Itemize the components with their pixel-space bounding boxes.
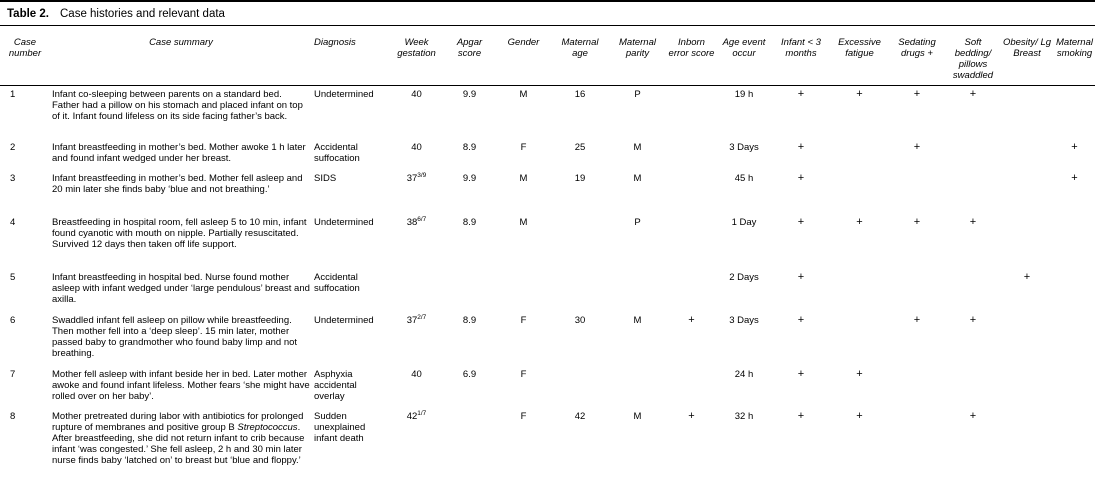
week-gestation: $37^{2/7}$ [406, 313, 427, 326]
maternal-parity: P [634, 89, 641, 100]
sedating-drugs: + [913, 313, 921, 326]
header-maternal-age: Maternal age [551, 33, 609, 86]
infant-under-3-months: + [797, 140, 805, 153]
case-summary: Mother fell asleep with infant beside her in bed. Later mother awoke and found infant lifeless. Mother fears ‘she might have rolled over on her baby’. [52, 368, 310, 402]
sedating-drugs: + [913, 88, 921, 100]
maternal-age: 25 [574, 141, 586, 153]
maternal-smoking: + [1071, 140, 1078, 153]
obesity-breast [1000, 139, 1054, 170]
diagnosis: Accidental suffocation [314, 141, 360, 164]
table-title: Case histories and relevant data [60, 8, 225, 20]
case-summary: Infant co-sleeping between parents on a standard bed. Father had a pillow on his stomach and placed infant on top of it. Infant found lifeless on its side facing father’s back. [52, 89, 303, 122]
age-event: 19 h [734, 89, 754, 100]
case-summary: Swaddled infant fell asleep on pillow while breastfeeding. Then mother fell into a ‘deep sleep’. 15 min later, mother passed baby to grandmother who found baby limp and not breathing. [52, 314, 298, 359]
gender: F [520, 314, 527, 326]
header-obesity: Obesity/ Lg Breast [1000, 33, 1054, 86]
maternal-parity [609, 366, 666, 408]
maternal-smoking [1054, 214, 1095, 269]
inborn-error-score [666, 214, 717, 269]
inborn-error-score: + [688, 409, 695, 422]
gender: F [520, 141, 527, 153]
maternal-age: 16 [574, 89, 586, 100]
infant-under-3-months: + [797, 409, 805, 422]
maternal-age: 42 [574, 410, 586, 422]
header-smoking: Maternal smoking [1054, 33, 1095, 86]
soft-bedding: + [969, 313, 977, 326]
header-sedating: Sedating drugs + [888, 33, 946, 86]
apgar-score [443, 408, 496, 478]
infant-under-3-months: + [797, 367, 805, 380]
case-summary: Infant breastfeeding in hospital bed. Nurse found mother asleep with infant wedged under ‘large pendulous’ breast and axilla. [52, 271, 310, 305]
week-gestation: 40 [411, 89, 422, 100]
case-summary: Mother pretreated during labor with antibiotics for prolonged rupture of membranes and positive group B Streptococcus. After breastfeeding, she did not return infant to crib because infant ‘was congested.’ She fell asleep, 2 h and 30 min later nurse finds baby ‘latched on’ to breast but ‘blue and floppy.’ [52, 410, 305, 466]
case-number: 8 [10, 410, 16, 422]
apgar-score: 8.9 [462, 314, 477, 326]
table-row [0, 170, 1095, 214]
case-table [0, 33, 1095, 478]
sedating-drugs [888, 408, 946, 478]
maternal-age [551, 269, 609, 312]
inborn-error-score [666, 269, 717, 312]
gender: F [520, 368, 527, 380]
diagnosis: SIDS [314, 172, 337, 184]
header-gender: Gender [496, 33, 551, 86]
infant-under-3-months: + [797, 88, 805, 100]
age-event: 45 h [734, 172, 754, 184]
gender: F [520, 410, 527, 422]
header-row [0, 33, 1095, 86]
case-number: 3 [10, 172, 16, 184]
table-row [0, 312, 1095, 366]
excessive-fatigue: + [856, 215, 863, 228]
header-summary: Case summary [50, 33, 312, 86]
maternal-parity: M [633, 314, 642, 326]
excessive-fatigue: + [856, 88, 863, 100]
table-row [0, 214, 1095, 269]
case-number: 6 [10, 314, 16, 326]
maternal-parity: M [633, 172, 642, 184]
week-gestation: $42^{1/7}$ [406, 409, 427, 422]
obesity-breast [1000, 214, 1054, 269]
sedating-drugs: + [913, 140, 921, 153]
case-summary: Infant breastfeeding in mother’s bed. Mother awoke 1 h later and found infant wedged under her breast. [52, 141, 306, 164]
age-event: 24 h [734, 368, 754, 380]
case-number: 5 [10, 271, 16, 283]
header-fatigue: Excessive fatigue [831, 33, 888, 86]
maternal-parity: M [633, 141, 642, 153]
maternal-smoking [1054, 269, 1095, 312]
soft-bedding: + [969, 215, 977, 228]
week-gestation: 40 [411, 368, 422, 380]
table-row [0, 269, 1095, 312]
obesity-breast [1000, 366, 1054, 408]
sedating-drugs [888, 269, 946, 312]
sedating-drugs: + [913, 215, 921, 228]
maternal-smoking [1054, 366, 1095, 408]
header-diagnosis: Diagnosis [312, 33, 390, 86]
excessive-fatigue [831, 139, 888, 170]
excessive-fatigue: + [856, 409, 863, 422]
table-caption [0, 0, 1095, 26]
case-number: 1 [10, 89, 16, 100]
gender: M [519, 216, 528, 228]
age-event: 3 Days [729, 314, 759, 326]
week-gestation: 40 [411, 141, 422, 153]
obesity-breast [1000, 170, 1054, 214]
infant-under-3-months: + [797, 270, 805, 283]
week-gestation: $37^{3/9}$ [406, 171, 427, 184]
case-summary: Breastfeeding in hospital room, fell asleep 5 to 10 min, infant found cyanotic with mouth on nipple. Partially resuscitated. Survived 12 days then taken off life support. [52, 216, 307, 250]
header-case: Case number [0, 33, 50, 86]
diagnosis: Undetermined [314, 216, 374, 228]
infant-under-3-months: + [797, 313, 805, 326]
header-soft-bedding: Soft bedding/ pillows swaddled [946, 33, 1000, 86]
maternal-age [551, 366, 609, 408]
maternal-parity: P [634, 216, 641, 228]
inborn-error-score [666, 139, 717, 170]
gender: M [519, 89, 528, 100]
excessive-fatigue [831, 170, 888, 214]
header-infant-3: Infant < 3 months [771, 33, 831, 86]
case-summary: Infant breastfeeding in mother’s bed. Mother fell asleep and 20 min later she finds baby ‘blue and not breathing.’ [52, 172, 303, 195]
maternal-age: 19 [574, 172, 586, 184]
diagnosis: Asphyxia accidental overlay [314, 368, 357, 402]
maternal-smoking [1054, 408, 1095, 478]
soft-bedding [946, 170, 1000, 214]
obesity-breast: + [1023, 270, 1031, 283]
maternal-parity: M [633, 410, 642, 422]
maternal-smoking [1054, 86, 1095, 139]
header-inborn: Inborn error score [666, 33, 717, 86]
age-event: 32 h [734, 410, 754, 422]
excessive-fatigue [831, 269, 888, 312]
header-maternal-parity: Maternal parity [609, 33, 666, 86]
apgar-score: 9.9 [462, 172, 477, 184]
apgar-score: 6.9 [462, 368, 477, 380]
inborn-error-score [666, 170, 717, 214]
gender: M [519, 172, 528, 184]
excessive-fatigue [831, 312, 888, 366]
age-event: 2 Days [729, 271, 759, 283]
soft-bedding [946, 139, 1000, 170]
table-row [0, 366, 1095, 408]
case-number: 7 [10, 368, 16, 380]
gender [496, 269, 551, 312]
header-age-event: Age event occur [717, 33, 771, 86]
apgar-score [443, 269, 496, 312]
inborn-error-score [666, 366, 717, 408]
table-row [0, 86, 1095, 139]
maternal-age [551, 214, 609, 269]
soft-bedding [946, 269, 1000, 312]
soft-bedding [946, 366, 1000, 408]
obesity-breast [1000, 408, 1054, 478]
diagnosis: Sudden unexplained infant death [314, 410, 366, 444]
case-number: 2 [10, 141, 16, 153]
obesity-breast [1000, 312, 1054, 366]
apgar-score: 9.9 [462, 89, 477, 100]
soft-bedding: + [969, 88, 977, 100]
diagnosis: Undetermined [314, 314, 374, 326]
apgar-score: 8.9 [462, 141, 477, 153]
inborn-error-score [666, 86, 717, 139]
table-row [0, 408, 1095, 478]
excessive-fatigue: + [856, 367, 863, 380]
inborn-error-score: + [688, 313, 695, 326]
sedating-drugs [888, 366, 946, 408]
age-event: 1 Day [731, 216, 757, 228]
maternal-smoking [1054, 312, 1095, 366]
table-row [0, 139, 1095, 170]
soft-bedding: + [969, 409, 977, 422]
apgar-score: 8.9 [462, 216, 477, 228]
obesity-breast [1000, 86, 1054, 139]
infant-under-3-months: + [797, 215, 805, 228]
sedating-drugs [888, 170, 946, 214]
case-number: 4 [10, 216, 16, 228]
maternal-parity [609, 269, 666, 312]
table-label: Table 2. [7, 8, 49, 20]
header-week: Week gestation [390, 33, 443, 86]
maternal-smoking: + [1071, 171, 1078, 184]
maternal-age: 30 [574, 314, 586, 326]
diagnosis: Accidental suffocation [314, 271, 360, 294]
infant-under-3-months: + [797, 171, 805, 184]
week-gestation [390, 269, 443, 312]
age-event: 3 Days [729, 141, 759, 153]
diagnosis: Undetermined [314, 89, 374, 100]
header-apgar: Apgar score [443, 33, 496, 86]
week-gestation: $38^{6/7}$ [406, 215, 427, 228]
